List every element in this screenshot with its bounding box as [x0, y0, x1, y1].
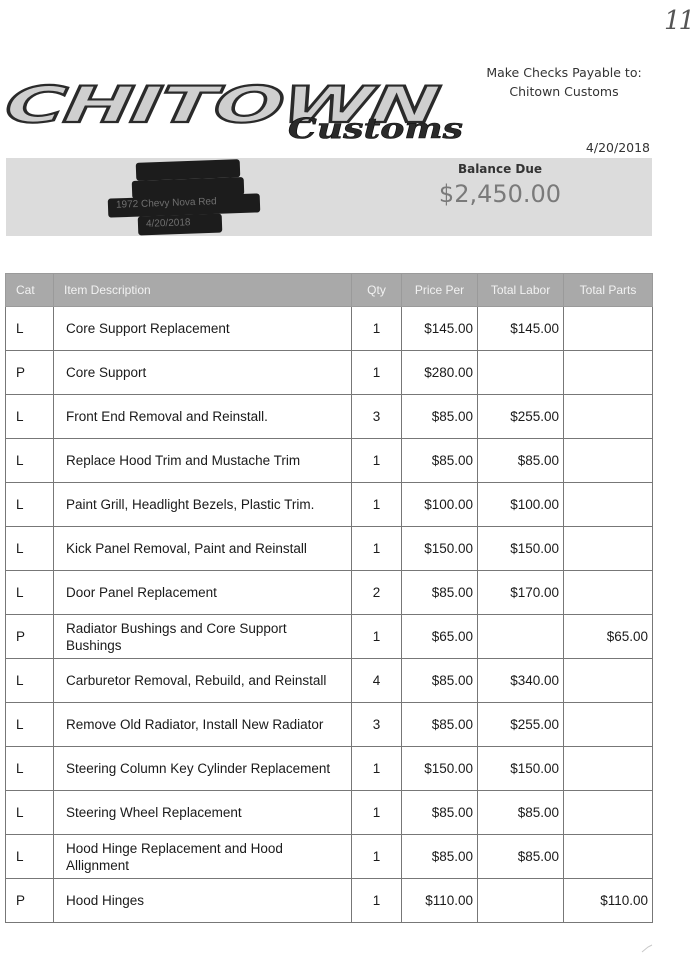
- cell-description: Remove Old Radiator, Install New Radiator: [54, 703, 352, 747]
- cell-qty: 1: [352, 747, 402, 791]
- cell-qty: 1: [352, 527, 402, 571]
- header-total-labor: Total Labor: [478, 274, 564, 307]
- redacted-vehicle: 1972 Chevy Nova Red: [115, 196, 217, 211]
- cell-description: Front End Removal and Reinstall.: [54, 395, 352, 439]
- cell-description: Steering Wheel Replacement: [54, 791, 352, 835]
- balance-due-label: Balance Due: [457, 162, 543, 176]
- cell-cat: L: [6, 791, 54, 835]
- cell-total-labor: $100.00: [478, 483, 564, 527]
- cell-price-per: $65.00: [402, 615, 478, 659]
- table-row: [6, 659, 653, 703]
- cell-qty: 2: [352, 571, 402, 615]
- cell-total-parts: [564, 835, 653, 879]
- cell-total-labor: $150.00: [478, 747, 564, 791]
- cell-total-labor: $85.00: [478, 439, 564, 483]
- table-row: [6, 307, 653, 351]
- table-row: [6, 791, 653, 835]
- cell-description: Radiator Bushings and Core Support Bushings: [54, 615, 352, 659]
- header-total-parts: Total Parts: [564, 274, 653, 307]
- cell-description: Hood Hinge Replacement and Hood Allignment: [54, 835, 352, 879]
- table-row: [6, 879, 653, 923]
- cell-total-parts: [564, 791, 653, 835]
- cell-total-labor: $150.00: [478, 527, 564, 571]
- cell-price-per: $150.00: [402, 747, 478, 791]
- cell-qty: 4: [352, 659, 402, 703]
- chitown-customs-logo: [1, 75, 466, 146]
- svg-text:CHITOWN: CHITOWN: [1, 75, 274, 134]
- cell-description: Kick Panel Removal, Paint and Reinstall: [54, 527, 352, 571]
- cell-total-parts: [564, 659, 653, 703]
- table-row: [6, 747, 653, 791]
- cell-total-labor: $170.00: [478, 571, 564, 615]
- cell-cat: L: [6, 659, 54, 703]
- cell-cat: L: [6, 747, 54, 791]
- cell-cat: L: [6, 571, 54, 615]
- table-row: [6, 395, 653, 439]
- cell-total-labor: $340.00: [478, 659, 564, 703]
- cell-cat: P: [6, 879, 54, 923]
- cell-qty: 3: [352, 395, 402, 439]
- redacted-date: 4/20/2018: [145, 217, 191, 230]
- invoice-date: 4/20/2018: [585, 140, 650, 155]
- cell-price-per: $100.00: [402, 483, 478, 527]
- scan-speck: [640, 944, 654, 954]
- cell-price-per: $150.00: [402, 527, 478, 571]
- line-items-table: [5, 273, 653, 923]
- cell-qty: 1: [352, 615, 402, 659]
- cell-description: Replace Hood Trim and Mustache Trim: [54, 439, 352, 483]
- cell-cat: L: [6, 439, 54, 483]
- page-number: 11: [664, 6, 693, 36]
- cell-total-parts: $110.00: [564, 879, 653, 923]
- header-description: Item Description: [54, 274, 352, 307]
- cell-qty: 1: [352, 439, 402, 483]
- svg-text:Customs: Customs: [288, 112, 464, 145]
- cell-description: Steering Column Key Cylinder Replacement: [54, 747, 352, 791]
- cell-price-per: $145.00: [402, 307, 478, 351]
- table-row: [6, 483, 653, 527]
- table-row: [6, 835, 653, 879]
- payable-to-label: Make Checks Payable to:: [486, 65, 642, 80]
- cell-total-parts: [564, 703, 653, 747]
- cell-price-per: $85.00: [402, 439, 478, 483]
- cell-description: Core Support: [54, 351, 352, 395]
- cell-total-parts: [564, 351, 653, 395]
- cell-cat: L: [6, 395, 54, 439]
- cell-description: Door Panel Replacement: [54, 571, 352, 615]
- cell-total-parts: [564, 307, 653, 351]
- table-row: [6, 527, 653, 571]
- cell-cat: P: [6, 615, 54, 659]
- cell-total-labor: [478, 879, 564, 923]
- cell-qty: 1: [352, 307, 402, 351]
- cell-total-parts: [564, 747, 653, 791]
- cell-cat: L: [6, 703, 54, 747]
- cell-description: Paint Grill, Headlight Bezels, Plastic Trim.: [54, 483, 352, 527]
- cell-total-labor: [478, 351, 564, 395]
- cell-qty: 3: [352, 703, 402, 747]
- header-price-per: Price Per: [402, 274, 478, 307]
- cell-qty: 1: [352, 791, 402, 835]
- cell-description: Core Support Replacement: [54, 307, 352, 351]
- cell-cat: L: [6, 835, 54, 879]
- cell-price-per: $85.00: [402, 659, 478, 703]
- table-row: [6, 615, 653, 659]
- cell-price-per: $85.00: [402, 835, 478, 879]
- cell-total-labor: $255.00: [478, 703, 564, 747]
- table-row: [6, 703, 653, 747]
- cell-cat: L: [6, 527, 54, 571]
- cell-price-per: $110.00: [402, 879, 478, 923]
- cell-qty: 1: [352, 835, 402, 879]
- cell-total-labor: $145.00: [478, 307, 564, 351]
- cell-total-labor: $85.00: [478, 791, 564, 835]
- payable-to-notice: [478, 63, 650, 101]
- payable-to-name: Chitown Customs: [509, 84, 619, 99]
- cell-price-per: $85.00: [402, 571, 478, 615]
- cell-total-parts: [564, 527, 653, 571]
- table-header-row: [6, 274, 653, 307]
- table-body: [6, 307, 653, 923]
- header-qty: Qty: [352, 274, 402, 307]
- cell-qty: 1: [352, 483, 402, 527]
- cell-total-labor: $255.00: [478, 395, 564, 439]
- cell-qty: 1: [352, 351, 402, 395]
- cell-price-per: $85.00: [402, 791, 478, 835]
- table-row: [6, 439, 653, 483]
- cell-total-parts: [564, 483, 653, 527]
- cell-total-parts: [564, 571, 653, 615]
- cell-price-per: $85.00: [402, 703, 478, 747]
- cell-total-parts: $65.00: [564, 615, 653, 659]
- cell-price-per: $280.00: [402, 351, 478, 395]
- cell-cat: P: [6, 351, 54, 395]
- cell-cat: L: [6, 483, 54, 527]
- table-row: [6, 351, 653, 395]
- cell-description: Carburetor Removal, Rebuild, and Reinstall: [54, 659, 352, 703]
- cell-description: Hood Hinges: [54, 879, 352, 923]
- cell-qty: 1: [352, 879, 402, 923]
- cell-price-per: $85.00: [402, 395, 478, 439]
- balance-due-amount: $2,450.00: [438, 180, 562, 208]
- table-row: [6, 571, 653, 615]
- cell-total-labor: [478, 615, 564, 659]
- cell-cat: L: [6, 307, 54, 351]
- cell-total-labor: $85.00: [478, 835, 564, 879]
- header-cat: Cat: [6, 274, 54, 307]
- cell-total-parts: [564, 395, 653, 439]
- cell-total-parts: [564, 439, 653, 483]
